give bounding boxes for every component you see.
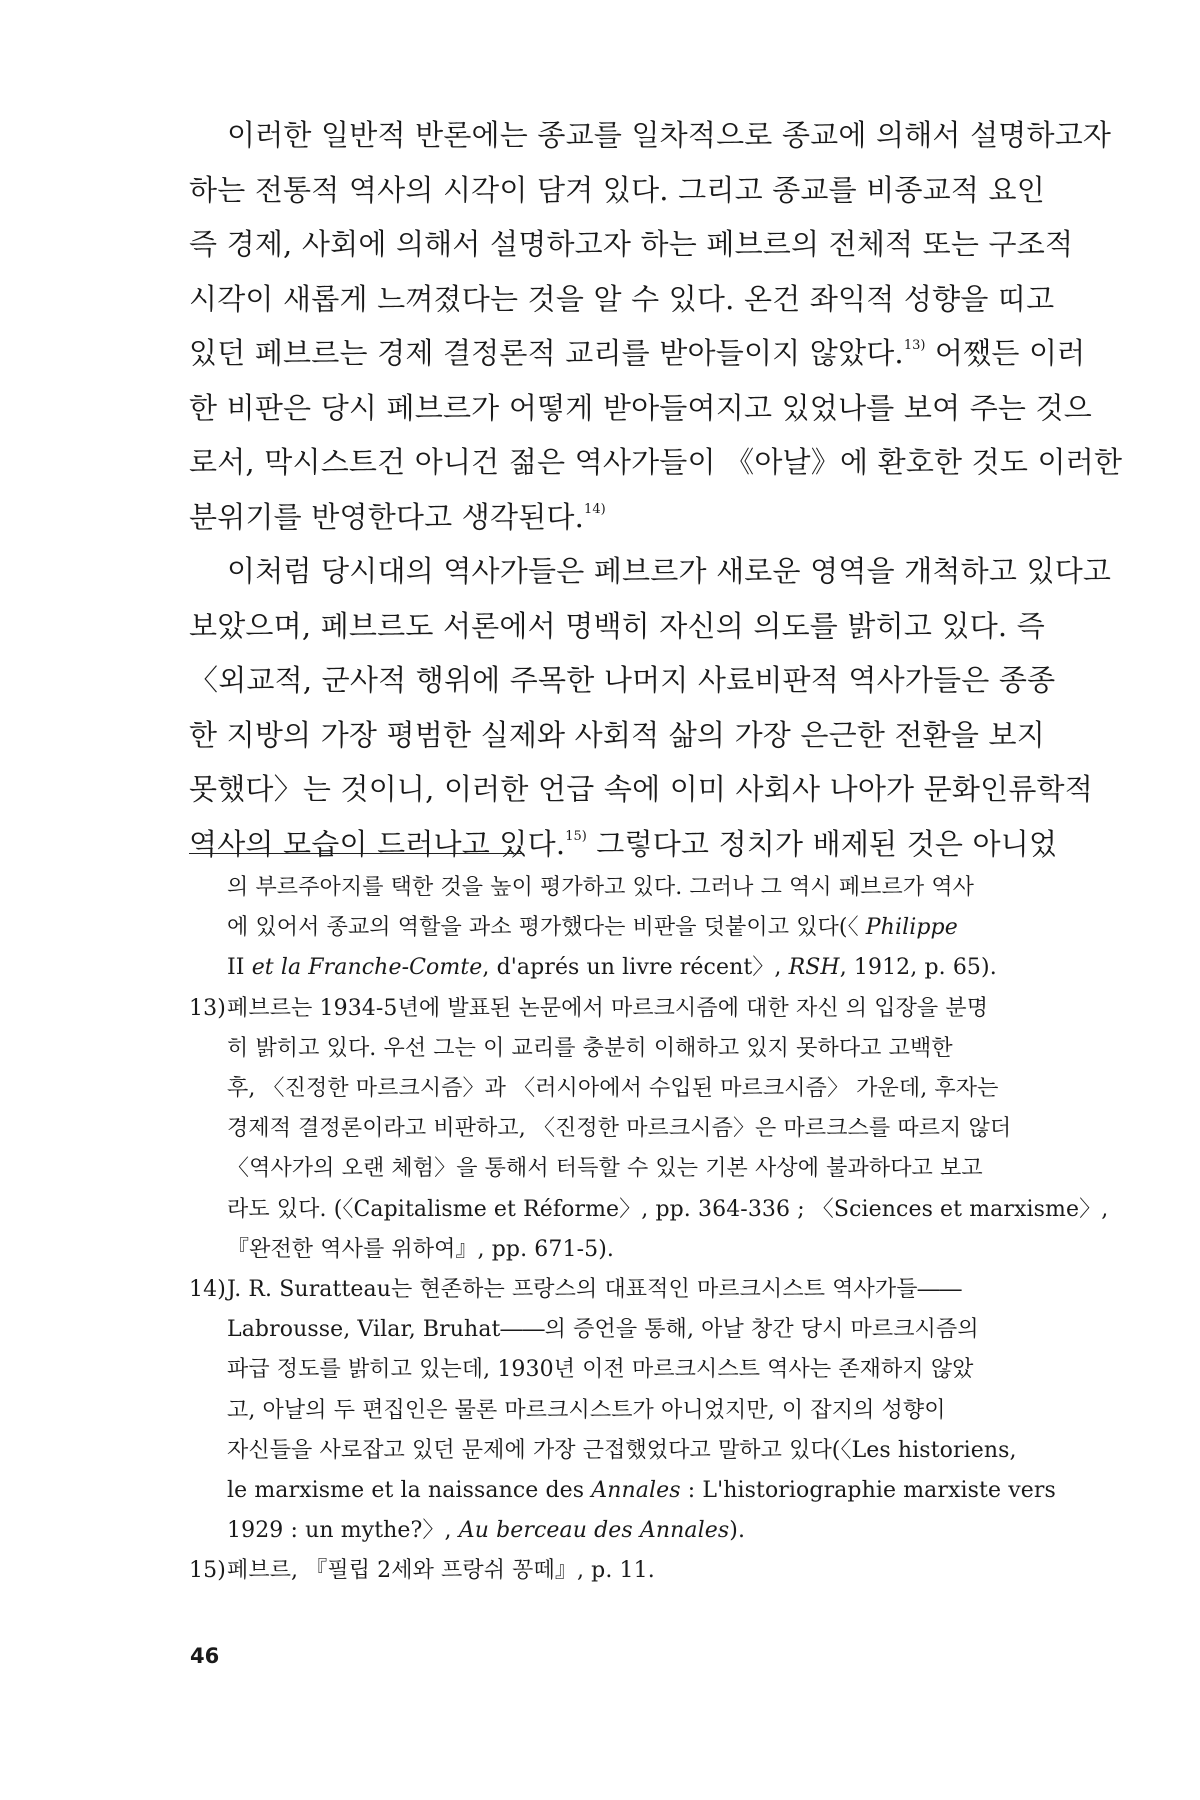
footnote-13-line: 경제적 결정론이라고 비판하고, 〈진정한 마르크시즘〉은 마르크스를 따르지 않더 (227, 1116, 1012, 1142)
footnote-continuation-line (189, 948, 1041, 988)
footnote-14 (189, 1270, 1041, 1310)
footnote-14-line: 고, 아날의 두 편집인은 물론 마르크시스트가 아니었지만, 이 잡지의 성향이 (227, 1397, 946, 1423)
body-text-span: 있던 페브르는 경제 결정론적 교리를 받아들이지 않았다. (189, 336, 904, 370)
footnote-number: 15) (189, 1558, 226, 1584)
footnotes (189, 868, 1109, 1592)
note-text-span: II (227, 955, 252, 981)
footnote-ref-13[interactable]: 13) (903, 338, 926, 353)
body-line: 즉 경제, 사회에 의해서 설명하고자 하는 페브르의 전체적 또는 구조적 (189, 227, 1074, 261)
footnote-number: 14) (189, 1277, 226, 1303)
footnote-13-line: 히 밝히고 있다. 우선 그는 이 교리를 충분히 이해하고 있지 못하다고 고백한 (227, 1035, 953, 1061)
body-line: 〈외교적, 군사적 행위에 주목한 나머지 사료비판적 역사가들은 종종 (189, 663, 1056, 697)
note-text-span: 1929 : un mythe?〉, (227, 1518, 459, 1544)
footnote-13-line: 『완전한 역사를 위하여』, pp. 671-5). (227, 1236, 614, 1262)
body-line: 하는 전통적 역사의 시각이 담겨 있다. 그리고 종교를 비종교적 요인 (189, 172, 1045, 207)
italic-journal: Annales (591, 1478, 681, 1504)
page-number: 46 (190, 1644, 220, 1668)
note-text-span: , 1912, p. 65). (839, 955, 997, 981)
note-text-span: 에 있어서 종교의 역할을 과소 평가했다는 비판을 덧붙이고 있다(〈 (227, 915, 866, 941)
footnote-13 (189, 989, 1041, 1029)
footnote-number: 13) (189, 995, 226, 1021)
footnote-13-line: 후, 〈진정한 마르크시즘〉과 〈러시아에서 수입된 마르크시즘〉 가운데, 후자는 (227, 1076, 999, 1102)
footnote-14-line: 자신들을 사로잡고 있던 문제에 가장 근접했었다고 말하고 있다(〈Les historiens, (227, 1437, 1017, 1463)
footnote-ref-15[interactable]: 15) (565, 828, 587, 844)
body-line (189, 490, 1041, 545)
italic-title: Philippe (865, 915, 958, 941)
note-text-span: : L'historiographie marxiste vers (680, 1478, 1056, 1504)
body-line: 한 비판은 당시 페브르가 어떻게 받아들여지고 있었나를 보여 주는 것으 (189, 390, 1092, 425)
footnote-continuation-line (189, 908, 1041, 948)
note-text-span: 페브르, 『필립 2세와 프랑쉬 꽁떼』, p. 11. (227, 1558, 655, 1584)
body-line: 이처럼 당시대의 역사가들은 페브르가 새로운 영역을 개척하고 있다고 (227, 554, 1112, 588)
body-line: 못했다〉는 것이니, 이러한 언급 속에 이미 사회사 나아가 문화인류학적 (189, 772, 1093, 806)
footnote-15 (189, 1551, 1041, 1591)
footnote-ref-14[interactable]: 14) (584, 501, 606, 517)
note-text-span: ). (729, 1518, 746, 1544)
body-line: 한 지방의 가장 평범한 실제와 사회적 삶의 가장 은근한 전환을 보지 (189, 717, 1045, 752)
footnote-14-line: Labrousse, Vilar, Bruhat――의 증언을 통해, 아날 창간 당시 마르크시즘의 (227, 1317, 979, 1343)
footnote-14-line (189, 1511, 1041, 1551)
footnote-divider (189, 853, 523, 854)
body-text-span: 그렇다고 정치가 배제된 것은 아니었 (586, 826, 1058, 861)
italic-title: Au berceau des Annales (458, 1518, 730, 1544)
italic-journal: RSH (788, 955, 840, 981)
footnote-13-line: 〈역사가의 오랜 체험〉을 통해서 터득할 수 있는 기본 사상에 불과하다고 보고 (227, 1156, 983, 1182)
italic-title: et la Franche-Comte (251, 955, 483, 981)
footnote-13-line: 라도 있다. (〈Capitalisme et Réforme〉, pp. 364-336 ; 〈Sciences et marxisme〉, (227, 1196, 1109, 1222)
note-text-span: , d'aprés un livre récent〉, (482, 955, 789, 981)
body-text-span: 분위기를 반영한다고 생각된다. (189, 499, 585, 534)
body-line: 로서, 막시스트건 아니건 젊은 역사가들이 《아날》에 환호한 것도 이러한 (189, 445, 1123, 479)
footnote-continuation-line: 의 부르주아지를 택한 것을 높이 평가하고 있다. 그러나 그 역시 페브르가 역사 (227, 875, 975, 900)
body-line: 시각이 새롭게 느껴졌다는 것을 알 수 있다. 온건 좌익적 성향을 띠고 (189, 281, 1055, 316)
body-line (189, 326, 1086, 381)
note-text-span: J. R. Suratteau는 현존하는 프랑스의 대표적인 마르크시스트 역사가들―― (227, 1277, 962, 1303)
body-line: 이러한 일반적 반론에는 종교를 일차적으로 종교에 의해서 설명하고자 (227, 118, 1112, 152)
footnote-14-line (189, 1471, 1056, 1511)
footnote-14-line: 파급 정도를 밝히고 있는데, 1930년 이전 마르크시스트 역사는 존재하지 않았 (227, 1357, 974, 1383)
note-text-span: le marxisme et la naissance des (227, 1478, 592, 1504)
main-text (189, 108, 1123, 871)
body-text-span: 어쨌든 이러 (925, 336, 1086, 370)
body-text-span: 역사의 모습이 드러나고 있다. (189, 826, 566, 861)
body-line: 보았으며, 페브르도 서론에서 명백히 자신의 의도를 밝히고 있다. 즉 (189, 608, 1045, 643)
body-line (189, 817, 1058, 872)
note-text-span: 페브르는 1934-5년에 발표된 논문에서 마르크시즘에 대한 자신 의 입장을 분명 (227, 995, 989, 1021)
